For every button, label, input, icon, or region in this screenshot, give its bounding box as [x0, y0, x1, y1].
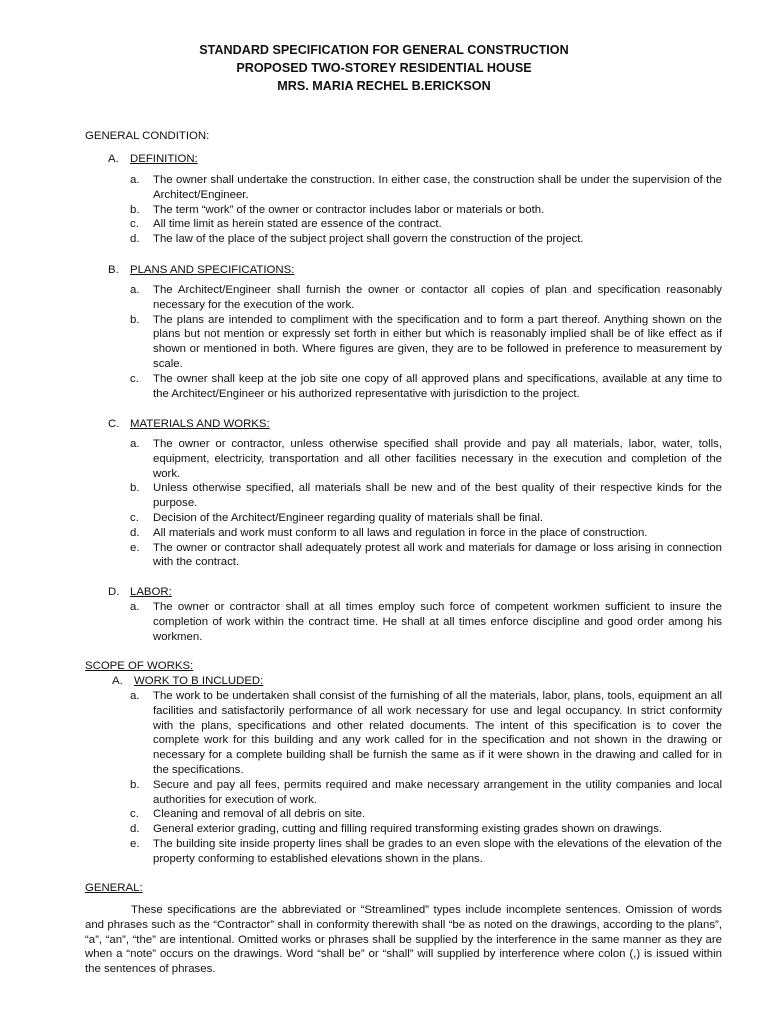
definition-list: [130, 173, 722, 247]
item-marker: e.: [130, 541, 140, 554]
item-text: The plans are intended to compliment with the specification and to form a part thereof. Anything shown on the plans but not mention or expressly set forth in either but which is reasonably implied shall be of like effect as if shown or mentioned in both. Where figures are given, they are to be followed in preference to measurement by scale.: [153, 313, 722, 370]
definition-title: DEFINITION:: [130, 153, 198, 165]
item-text: Decision of the Architect/Engineer regarding quality of materials shall be final.: [153, 511, 544, 524]
list-item: [130, 217, 722, 232]
list-item: [130, 283, 722, 313]
item-text: Secure and pay all fees, permits required and make necessary arrangement in the utility companies and local authorities for execution of work.: [153, 778, 722, 806]
item-text: The building site inside property lines shall be grades to an even slope with the elevations of the elevation of the property conforming to established elevations shown in the plans.: [153, 837, 722, 865]
list-item: [130, 689, 722, 778]
header-owner: MRS. MARIA RECHEL B.ERICKSON: [277, 79, 491, 93]
plans-letter: B.: [108, 264, 119, 276]
general-paragraph: These specifications are the abbreviated or “Streamlined” types include incomplete sentences. Omission of words and phrases such as the “Contractor” shall in conformity therewith shall “be as noted on the drawings, according to the plans”, “a”, “an”, “the” are intentional. Omitted works or phrases shall be supplied by the interference in the same manner as they are when a “note” occurs on the drawings. Word “shall be” or “shall” will supplied by interference where colon (,) is issued within the sentences of phrases.: [85, 904, 722, 976]
list-item: [130, 232, 722, 247]
list-item: [130, 600, 722, 644]
document-header: [0, 41, 768, 95]
item-text: All materials and work must conform to all laws and regulation in force in the place of construction.: [153, 526, 648, 539]
plans-heading: [108, 263, 294, 278]
item-marker: b.: [130, 203, 140, 216]
work-title: WORK TO B INCLUDED:: [134, 675, 264, 687]
labor-list: [130, 600, 722, 644]
item-marker: c.: [130, 808, 139, 821]
general-heading: GENERAL:: [85, 882, 143, 894]
item-text: The term “work” of the owner or contractor includes labor or materials or both.: [153, 203, 545, 216]
list-item: [130, 481, 722, 511]
item-text: Cleaning and removal of all debris on site.: [153, 808, 366, 821]
item-marker: b.: [130, 778, 140, 791]
item-text: The owner shall undertake the construction. In either case, the construction shall be under the supervision of the Architect/Engineer.: [153, 174, 722, 201]
item-marker: a.: [130, 284, 140, 296]
work-list: [130, 689, 722, 867]
work-heading: [112, 674, 263, 689]
item-marker: d.: [130, 233, 140, 246]
item-text: The work to be undertaken shall consist of the furnishing of all the materials, labor, plans, tools, equipment an all facilities and satisfactorily performance of all work necessary for use and legal occupancy. In strict conformity with the plans, specifications and other related documents. The intent of this specification is to cover the complete work for this building and any work called for in the specification and not shown in the drawing or necessary for a complete building shall be furnish the same as if it were shown in the drawing and called for in the specifications.: [153, 690, 722, 776]
list-item: [130, 372, 722, 402]
list-item: [130, 511, 722, 526]
labor-letter: D.: [108, 586, 120, 598]
list-item: [130, 437, 722, 481]
list-item: [130, 203, 722, 218]
work-letter: A.: [112, 675, 123, 687]
list-item: [130, 807, 722, 822]
list-item: [130, 778, 722, 808]
list-item: [130, 822, 722, 837]
item-text: Unless otherwise specified, all materials shall be new and of the best quality of their respective kinds for the purpose.: [153, 482, 722, 510]
list-item: [130, 173, 722, 203]
item-text: The owner or contractor shall at all times employ such force of competent workmen sufficient to insure the completion of work within the contract time. He shall at all times enforce discipline and good order among his workmen.: [153, 601, 722, 643]
list-item: [130, 541, 722, 571]
item-marker: a.: [130, 174, 140, 186]
header-project: PROPOSED TWO-STOREY RESIDENTIAL HOUSE: [236, 61, 532, 75]
item-marker: a.: [130, 690, 140, 702]
list-item: [130, 526, 722, 541]
item-text: The owner or contractor shall adequately protest all work and materials for damage or loss arising in connection with the contract.: [153, 541, 722, 569]
plans-list: [130, 283, 722, 401]
item-marker: b.: [130, 482, 140, 495]
scope-title: SCOPE OF WORKS:: [85, 660, 194, 672]
plans-title: PLANS AND SPECIFICATIONS:: [130, 264, 295, 276]
list-item: [130, 837, 722, 867]
item-text: The owner shall keep at the job site one copy of all approved plans and specifications, available at any time to the Architect/Engineer or his authorized representative with jurisdiction to the project.: [153, 372, 722, 400]
labor-heading: [108, 585, 172, 600]
item-marker: d.: [130, 823, 140, 836]
item-marker: d.: [130, 526, 140, 539]
materials-heading: [108, 417, 270, 432]
labor-title: LABOR:: [130, 586, 172, 598]
list-item: [130, 313, 722, 372]
item-marker: c.: [130, 511, 139, 524]
definition-heading: [108, 152, 198, 167]
item-text: The Architect/Engineer shall furnish the owner or contactor all copies of plan and specification reasonably necessary for the execution of the work.: [153, 284, 722, 311]
scope-heading: [85, 659, 193, 674]
item-text: General exterior grading, cutting and filling required transforming existing grades shown on drawings.: [153, 823, 663, 836]
item-text: The owner or contractor, unless otherwise specified shall provide and pay all materials, labor, water, tolls, equipment, electricity, transportation and all other facilities necessary in the execution and completion of the work.: [153, 438, 722, 480]
materials-letter: C.: [108, 418, 120, 430]
item-marker: b.: [130, 313, 140, 326]
item-marker: c.: [130, 218, 139, 231]
item-marker: e.: [130, 837, 140, 850]
general-condition-heading: GENERAL CONDITION:: [85, 130, 210, 142]
item-marker: a.: [130, 601, 140, 613]
materials-list: [130, 437, 722, 570]
definition-letter: A.: [108, 153, 119, 165]
item-marker: c.: [130, 372, 139, 385]
item-text: All time limit as herein stated are essence of the contract.: [153, 218, 442, 231]
materials-title: MATERIALS AND WORKS:: [130, 418, 270, 430]
header-title: STANDARD SPECIFICATION FOR GENERAL CONSTRUCTION: [199, 43, 569, 57]
item-marker: a.: [130, 438, 140, 450]
item-text: The law of the place of the subject project shall govern the construction of the project.: [153, 233, 584, 246]
